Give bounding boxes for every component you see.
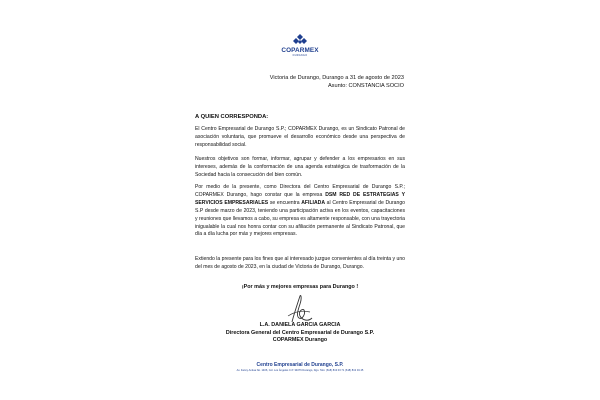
coparmex-emblem-icon	[293, 34, 307, 46]
footer-title: Centro Empresarial de Durango, S.P.	[256, 362, 344, 368]
paragraph-3-mid: se encuentra	[268, 199, 302, 206]
signatory-block	[195, 322, 405, 345]
logo-name: COPARMEX	[281, 47, 319, 54]
subject-line: Asunto: CONSTANCIA SOCIO	[327, 83, 404, 89]
signatory-org: COPARMEX Durango	[272, 337, 328, 344]
logo-subtitle: DURANGO	[292, 54, 308, 57]
paragraph-3	[195, 184, 405, 239]
coparmex-logo	[276, 34, 324, 57]
greeting: A QUIEN CORRESPONDA:	[195, 114, 269, 120]
paragraph-2: Nuestros objetivos son formar, informar, agrupar y defender a los empresarios en sus intereses, además de la conformación de una agenda estratégica de trasformación de la Sociedad hacia la consecución del bien común.	[195, 156, 405, 178]
signatory-title: Directora General del Centro Empresarial de Durango S.P.	[225, 329, 375, 336]
paragraph-3-rest: al Centro Empresarial de Durango S.P desde marzo de 2023, teniendo una participación activa en los eventos, capacitaciones y reuniones que llevamos a cabo, su empresa es altamente responsable, con una trayectoria inigualable la cual nos honra contar con su afiliación permanente al Sindicato Patronal, que día a día lucha por más y mejores empresas.	[195, 199, 405, 238]
paragraph-4: Extiendo la presente para los fines que al interesado juzgue convenientes al día treinta y uno del mes de agosto de 2023, en la ciudad de Victoria de Durango, Durango.	[195, 256, 405, 270]
affiliation-status: AFILIADA	[301, 199, 326, 206]
motto: ¡Por más y mejores empresas para Durango !	[241, 284, 359, 290]
footer	[180, 362, 420, 373]
company-name: DSM RED DE ESTRATEGIAS Y SERVICIOS EMPRESARIALES	[195, 191, 405, 206]
signatory-name: L.A. DANIELA GARCIA GARCIA	[259, 322, 341, 328]
place-date-block	[270, 74, 404, 90]
paragraph-3-intro: Por medio de la presente, como Directora del Centro Empresarial de Durango S.P.; COPARMEX Durango, hago constar que la empresa	[195, 184, 405, 198]
footer-address: Av. Fanny Anitua No. 1406, Col. Los Ángeles C.P. 34076 Durango, Dgo. Tels: (618) 813 03 71 (618) 813 04 45	[236, 369, 364, 372]
place-date: Victoria de Durango, Durango a 31 de agosto de 2023	[269, 75, 404, 81]
paragraph-1: El Centro Empresarial de Durango S.P.; COPARMEX Durango, es un Sindicato Patronal de asociación voluntaria, que promueve el desarrollo económico desde una perspectiva de responsabilidad social.	[195, 126, 405, 148]
